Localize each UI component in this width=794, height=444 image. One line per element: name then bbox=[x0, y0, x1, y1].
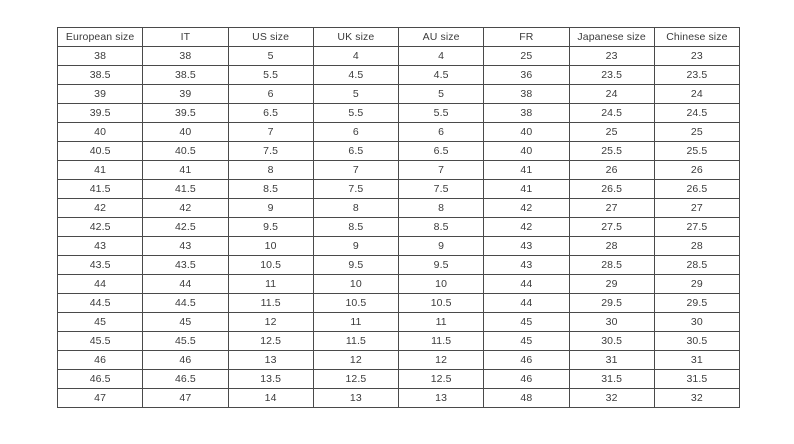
table-cell: 6 bbox=[399, 123, 484, 142]
table-cell: 45 bbox=[143, 313, 228, 332]
table-cell: 5.5 bbox=[228, 66, 313, 85]
table-row bbox=[58, 389, 740, 408]
table-cell: 46 bbox=[484, 370, 569, 389]
table-cell: 31.5 bbox=[654, 370, 739, 389]
table-cell: 31.5 bbox=[569, 370, 654, 389]
table-cell: 6.5 bbox=[228, 104, 313, 123]
table-cell: 43 bbox=[58, 237, 143, 256]
table-cell: 7.5 bbox=[313, 180, 398, 199]
table-cell: 26 bbox=[569, 161, 654, 180]
table-row bbox=[58, 123, 740, 142]
table-cell: 46 bbox=[58, 351, 143, 370]
table-cell: 43 bbox=[484, 256, 569, 275]
table-cell: 44 bbox=[484, 275, 569, 294]
column-header-japanese-size: Japanese size bbox=[569, 28, 654, 47]
table-cell: 28.5 bbox=[654, 256, 739, 275]
table-row bbox=[58, 313, 740, 332]
table-cell: 40 bbox=[484, 142, 569, 161]
table-cell: 24 bbox=[654, 85, 739, 104]
table-cell: 44 bbox=[484, 294, 569, 313]
table-cell: 25 bbox=[569, 123, 654, 142]
table-cell: 30 bbox=[569, 313, 654, 332]
table-cell: 11.5 bbox=[313, 332, 398, 351]
table-cell: 10.5 bbox=[399, 294, 484, 313]
table-row bbox=[58, 275, 740, 294]
table-cell: 12 bbox=[399, 351, 484, 370]
table-cell: 39.5 bbox=[58, 104, 143, 123]
column-header-au-size: AU size bbox=[399, 28, 484, 47]
table-cell: 38 bbox=[484, 85, 569, 104]
table-cell: 24 bbox=[569, 85, 654, 104]
table-cell: 42 bbox=[58, 199, 143, 218]
table-row bbox=[58, 351, 740, 370]
table-cell: 38 bbox=[143, 47, 228, 66]
table-header bbox=[58, 28, 740, 47]
table-cell: 12 bbox=[313, 351, 398, 370]
table-cell: 12.5 bbox=[399, 370, 484, 389]
table-cell: 11 bbox=[399, 313, 484, 332]
table-cell: 41 bbox=[58, 161, 143, 180]
table-body bbox=[58, 47, 740, 408]
table-cell: 9 bbox=[228, 199, 313, 218]
table-cell: 7 bbox=[313, 161, 398, 180]
table-cell: 44 bbox=[58, 275, 143, 294]
table-cell: 9 bbox=[399, 237, 484, 256]
table-cell: 38.5 bbox=[58, 66, 143, 85]
table-cell: 29.5 bbox=[654, 294, 739, 313]
table-cell: 39 bbox=[58, 85, 143, 104]
table-cell: 10 bbox=[313, 275, 398, 294]
table-cell: 10.5 bbox=[313, 294, 398, 313]
table-cell: 27.5 bbox=[654, 218, 739, 237]
table-cell: 5 bbox=[313, 85, 398, 104]
table-cell: 43.5 bbox=[143, 256, 228, 275]
table-cell: 23.5 bbox=[569, 66, 654, 85]
header-row bbox=[58, 28, 740, 47]
table-cell: 8.5 bbox=[228, 180, 313, 199]
table-cell: 44 bbox=[143, 275, 228, 294]
table-row bbox=[58, 85, 740, 104]
table-cell: 27 bbox=[654, 199, 739, 218]
table-cell: 40 bbox=[58, 123, 143, 142]
table-cell: 28 bbox=[569, 237, 654, 256]
table-cell: 24.5 bbox=[569, 104, 654, 123]
table-cell: 26 bbox=[654, 161, 739, 180]
table-cell: 25 bbox=[654, 123, 739, 142]
table-cell: 32 bbox=[569, 389, 654, 408]
table-cell: 5 bbox=[399, 85, 484, 104]
table-cell: 8.5 bbox=[313, 218, 398, 237]
table-cell: 13 bbox=[228, 351, 313, 370]
table-cell: 26.5 bbox=[654, 180, 739, 199]
table-cell: 9 bbox=[313, 237, 398, 256]
table-cell: 13.5 bbox=[228, 370, 313, 389]
table-cell: 43 bbox=[484, 237, 569, 256]
table-cell: 8 bbox=[228, 161, 313, 180]
table-cell: 28.5 bbox=[569, 256, 654, 275]
table-cell: 31 bbox=[569, 351, 654, 370]
column-header-uk-size: UK size bbox=[313, 28, 398, 47]
table-cell: 10.5 bbox=[228, 256, 313, 275]
table-cell: 5.5 bbox=[313, 104, 398, 123]
table-cell: 6 bbox=[313, 123, 398, 142]
table-cell: 46.5 bbox=[143, 370, 228, 389]
table-cell: 40.5 bbox=[58, 142, 143, 161]
table-cell: 26.5 bbox=[569, 180, 654, 199]
table-cell: 28 bbox=[654, 237, 739, 256]
table-cell: 9.5 bbox=[313, 256, 398, 275]
table-cell: 8 bbox=[313, 199, 398, 218]
table-cell: 10 bbox=[228, 237, 313, 256]
table-cell: 41 bbox=[143, 161, 228, 180]
column-header-it: IT bbox=[143, 28, 228, 47]
table-row bbox=[58, 237, 740, 256]
table-cell: 39.5 bbox=[143, 104, 228, 123]
table-cell: 38.5 bbox=[143, 66, 228, 85]
table-cell: 23 bbox=[654, 47, 739, 66]
table-row bbox=[58, 218, 740, 237]
column-header-european-size: European size bbox=[58, 28, 143, 47]
table-cell: 11.5 bbox=[399, 332, 484, 351]
table-cell: 44.5 bbox=[143, 294, 228, 313]
table-cell: 43 bbox=[143, 237, 228, 256]
table-cell: 7.5 bbox=[399, 180, 484, 199]
shoe-size-conversion-table bbox=[57, 27, 740, 408]
table-row bbox=[58, 161, 740, 180]
table-cell: 42 bbox=[484, 218, 569, 237]
table-row bbox=[58, 332, 740, 351]
table-cell: 12 bbox=[228, 313, 313, 332]
table-cell: 40 bbox=[143, 123, 228, 142]
table-row bbox=[58, 370, 740, 389]
table-cell: 4.5 bbox=[399, 66, 484, 85]
table-cell: 12.5 bbox=[313, 370, 398, 389]
table-cell: 30.5 bbox=[569, 332, 654, 351]
table-cell: 32 bbox=[654, 389, 739, 408]
table-cell: 7 bbox=[399, 161, 484, 180]
table-cell: 6.5 bbox=[399, 142, 484, 161]
table-cell: 48 bbox=[484, 389, 569, 408]
table-cell: 30 bbox=[654, 313, 739, 332]
table-cell: 6.5 bbox=[313, 142, 398, 161]
table-cell: 27.5 bbox=[569, 218, 654, 237]
table-cell: 4 bbox=[313, 47, 398, 66]
table-cell: 41.5 bbox=[58, 180, 143, 199]
table-cell: 45 bbox=[484, 332, 569, 351]
table-cell: 45.5 bbox=[143, 332, 228, 351]
table-cell: 46 bbox=[143, 351, 228, 370]
table-cell: 45.5 bbox=[58, 332, 143, 351]
table-cell: 4 bbox=[399, 47, 484, 66]
table-cell: 27 bbox=[569, 199, 654, 218]
table-cell: 40 bbox=[484, 123, 569, 142]
table-cell: 13 bbox=[399, 389, 484, 408]
table-cell: 46 bbox=[484, 351, 569, 370]
table-cell: 38 bbox=[484, 104, 569, 123]
table-cell: 25.5 bbox=[569, 142, 654, 161]
table-cell: 31 bbox=[654, 351, 739, 370]
table-cell: 45 bbox=[58, 313, 143, 332]
table-cell: 14 bbox=[228, 389, 313, 408]
table-cell: 44.5 bbox=[58, 294, 143, 313]
table-cell: 8 bbox=[399, 199, 484, 218]
table-cell: 11 bbox=[313, 313, 398, 332]
table-cell: 29.5 bbox=[569, 294, 654, 313]
table-cell: 29 bbox=[654, 275, 739, 294]
table-cell: 43.5 bbox=[58, 256, 143, 275]
table-cell: 10 bbox=[399, 275, 484, 294]
table-cell: 9.5 bbox=[228, 218, 313, 237]
table-cell: 7.5 bbox=[228, 142, 313, 161]
column-header-fr: FR bbox=[484, 28, 569, 47]
table-row bbox=[58, 256, 740, 275]
table-cell: 40.5 bbox=[143, 142, 228, 161]
table-cell: 42.5 bbox=[58, 218, 143, 237]
table-row bbox=[58, 66, 740, 85]
table-cell: 29 bbox=[569, 275, 654, 294]
table-cell: 42.5 bbox=[143, 218, 228, 237]
table-cell: 23.5 bbox=[654, 66, 739, 85]
table-row bbox=[58, 104, 740, 123]
table-cell: 47 bbox=[58, 389, 143, 408]
table-row bbox=[58, 180, 740, 199]
table-cell: 38 bbox=[58, 47, 143, 66]
table-cell: 7 bbox=[228, 123, 313, 142]
table-cell: 42 bbox=[143, 199, 228, 218]
table-cell: 41.5 bbox=[143, 180, 228, 199]
table-cell: 9.5 bbox=[399, 256, 484, 275]
table-row bbox=[58, 199, 740, 218]
table-row bbox=[58, 142, 740, 161]
table-cell: 47 bbox=[143, 389, 228, 408]
table-row bbox=[58, 294, 740, 313]
table-cell: 39 bbox=[143, 85, 228, 104]
table-cell: 41 bbox=[484, 180, 569, 199]
table-cell: 11 bbox=[228, 275, 313, 294]
column-header-chinese-size: Chinese size bbox=[654, 28, 739, 47]
table-cell: 6 bbox=[228, 85, 313, 104]
table-cell: 45 bbox=[484, 313, 569, 332]
table-cell: 12.5 bbox=[228, 332, 313, 351]
table-cell: 25 bbox=[484, 47, 569, 66]
table-cell: 23 bbox=[569, 47, 654, 66]
table-cell: 46.5 bbox=[58, 370, 143, 389]
table-cell: 5 bbox=[228, 47, 313, 66]
table-cell: 24.5 bbox=[654, 104, 739, 123]
table-cell: 42 bbox=[484, 199, 569, 218]
table-cell: 30.5 bbox=[654, 332, 739, 351]
table-cell: 36 bbox=[484, 66, 569, 85]
table-cell: 8.5 bbox=[399, 218, 484, 237]
table-cell: 41 bbox=[484, 161, 569, 180]
table-cell: 13 bbox=[313, 389, 398, 408]
table-cell: 25.5 bbox=[654, 142, 739, 161]
column-header-us-size: US size bbox=[228, 28, 313, 47]
table-cell: 4.5 bbox=[313, 66, 398, 85]
table-cell: 11.5 bbox=[228, 294, 313, 313]
table-cell: 5.5 bbox=[399, 104, 484, 123]
table-row bbox=[58, 47, 740, 66]
